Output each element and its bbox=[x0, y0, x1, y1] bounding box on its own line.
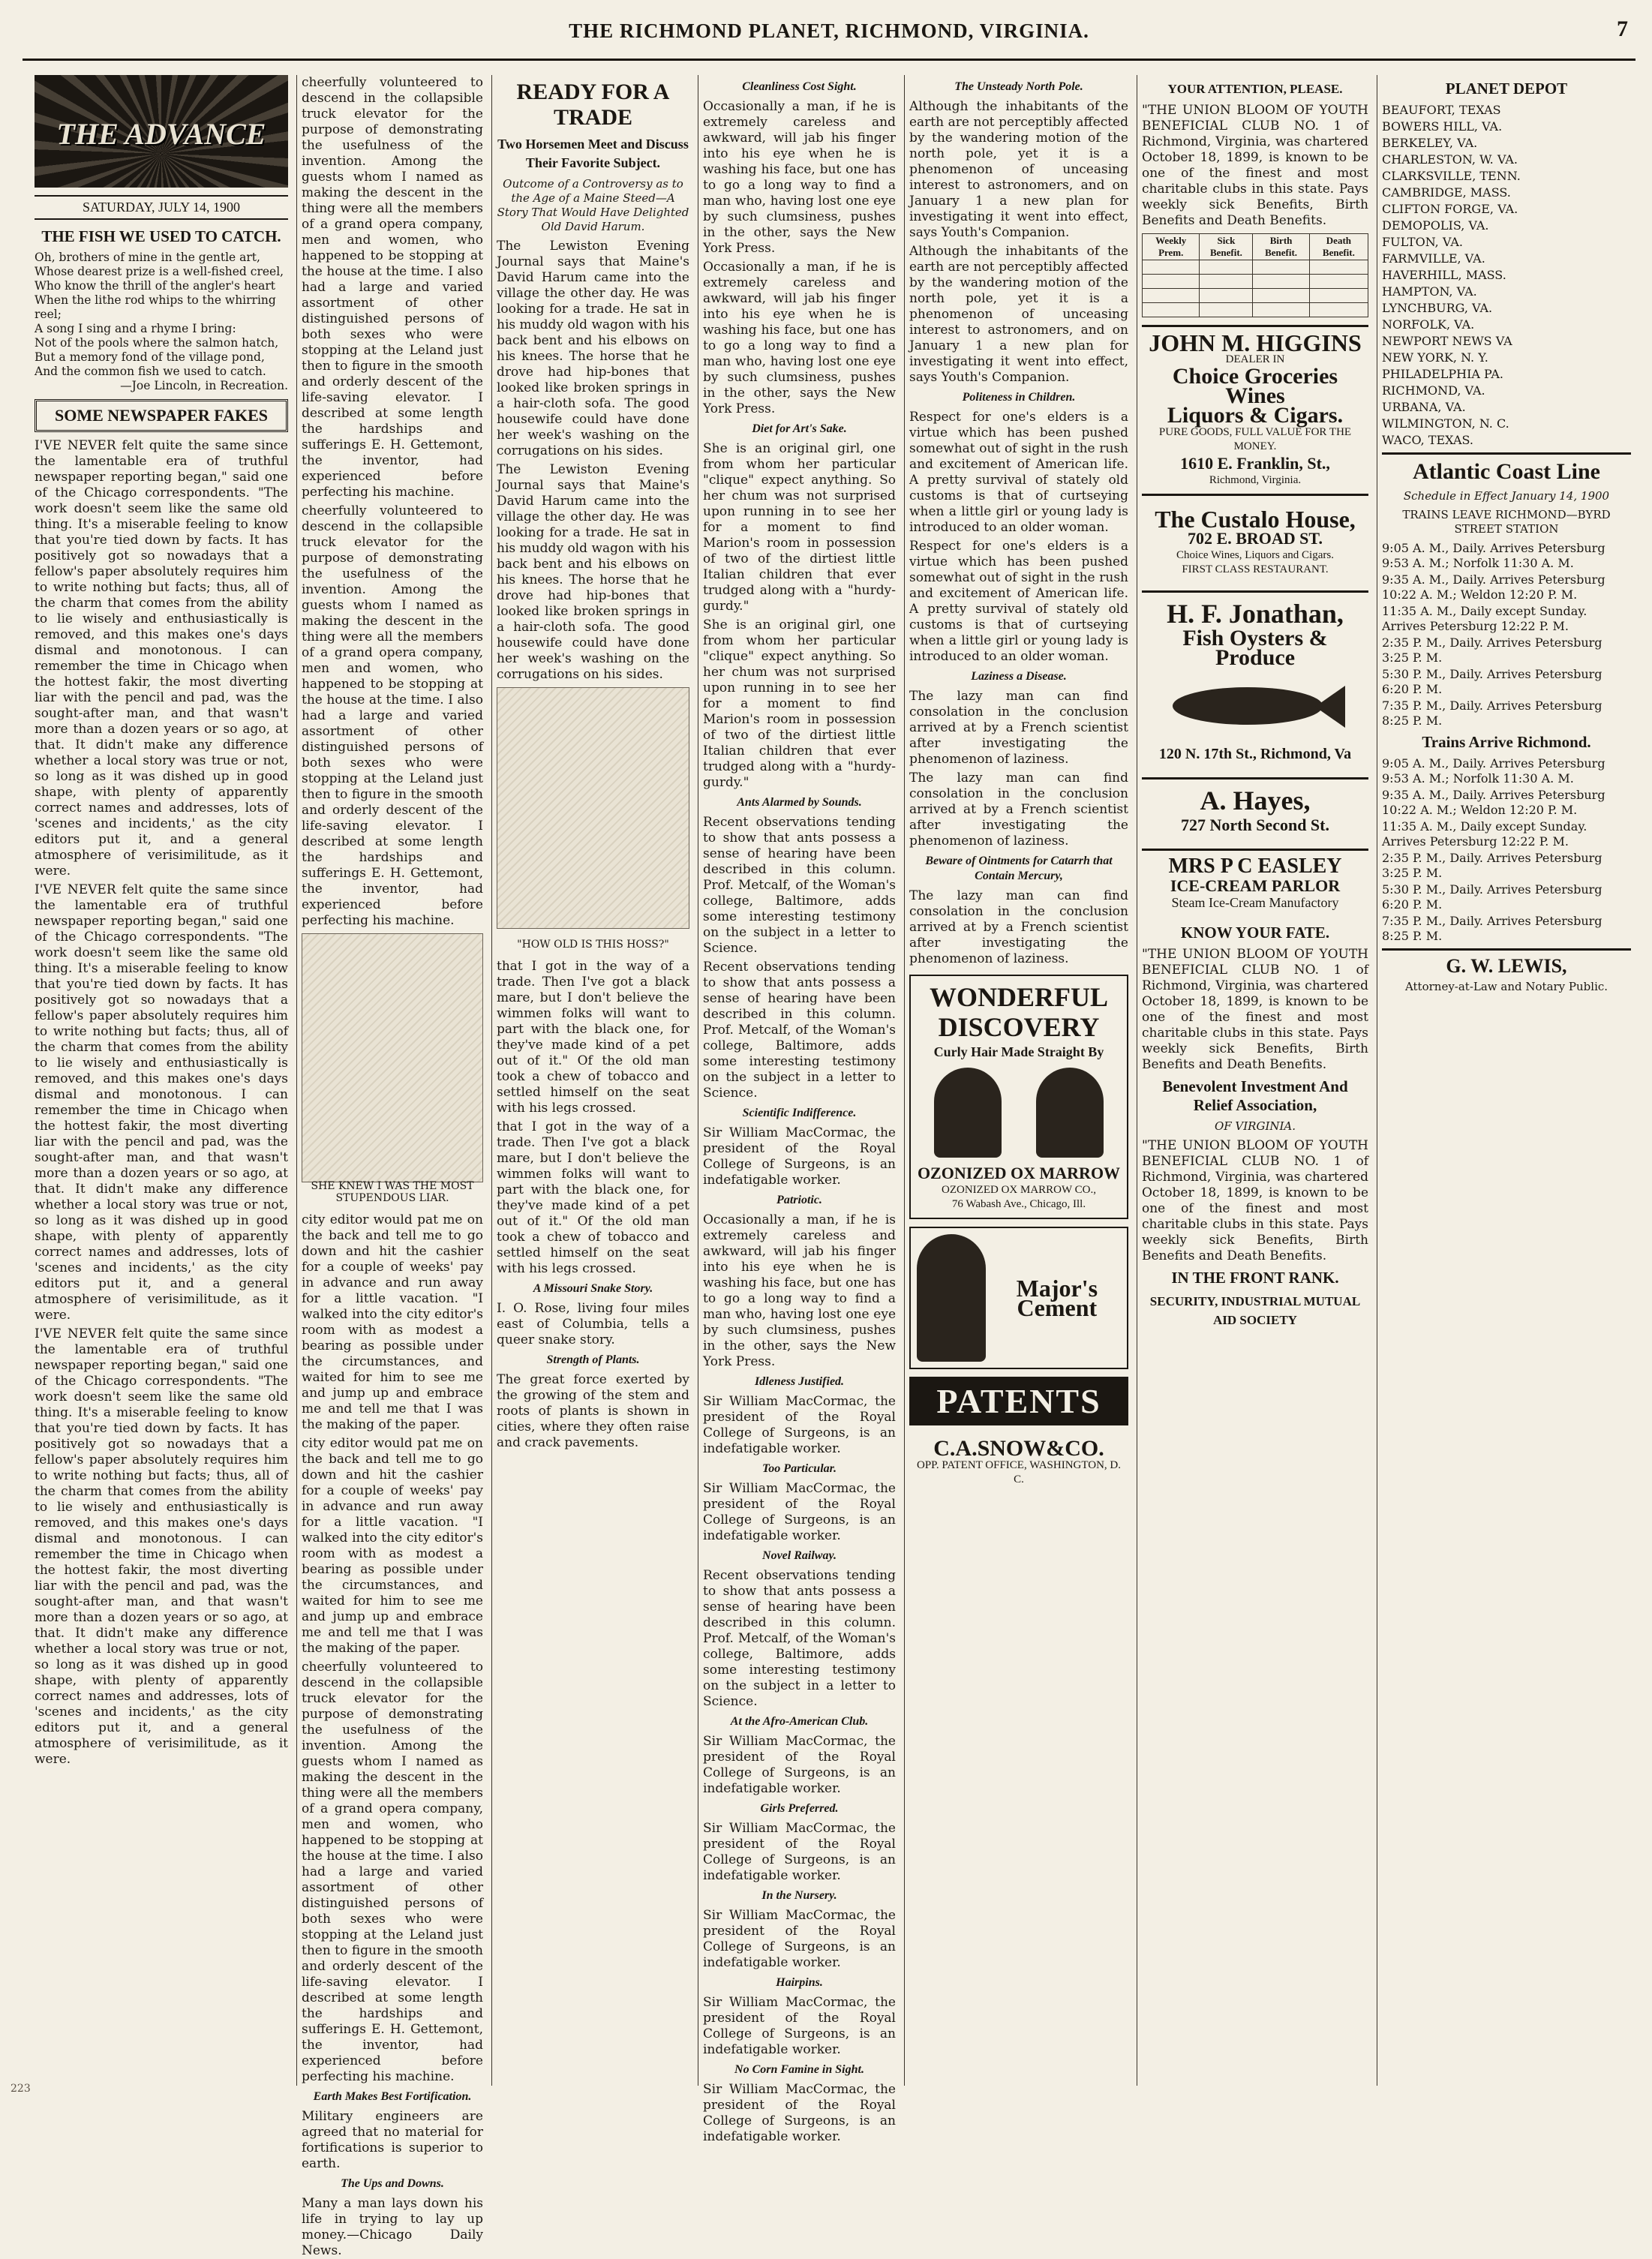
ox-marrow-product: OZONIZED OX MARROW bbox=[917, 1164, 1121, 1182]
margin-note: 223 bbox=[11, 2083, 31, 2095]
politeness-title: Politeness in Children. bbox=[962, 391, 1076, 404]
depot-item: PHILADELPHIA PA. bbox=[1382, 367, 1503, 381]
higgins-city: Richmond, Virginia. bbox=[1209, 474, 1302, 486]
custalo-address: 702 E. BROAD ST. bbox=[1188, 529, 1323, 548]
man-portrait-icon bbox=[917, 1234, 986, 1362]
depot-item: CHARLESTON, W. VA. bbox=[1382, 152, 1518, 167]
benevolent-text: "THE UNION BLOOM OF YOUTH BENEFICIAL CLUB NO. 1 of Richmond, Virginia, was chartered October 18, 1899, is known to be one of the finest and most charitable clubs in this state. Pays weekly sick Benefits, Birth Benefits and Death Benefits. bbox=[1142, 1138, 1368, 1263]
ox-marrow-company: OZONIZED OX MARROW CO., bbox=[942, 1184, 1096, 1196]
front-rank-title: IN THE FRONT RANK. bbox=[1171, 1269, 1339, 1287]
cleanliness-text-b: Occasionally a man, if he is extremely careless and awkward, will jab his finger into his eye when he is washing his face, but one has to go a long way to find a man who, having lost one eye by such clumsiness, pushes in the other, says the New York Press. bbox=[703, 260, 896, 416]
attention-text: "THE UNION BLOOM OF YOUTH BENEFICIAL CLUB NO. 1 of Richmond, Virginia, was chartered October 18, 1899, is known to be one of the finest and most charitable clubs in this state. Pays weekly sick Benefits, Birth Benefits and Death Benefits. bbox=[1142, 103, 1368, 228]
poem-line: When the lithe rod whips to the whirring reel; bbox=[35, 293, 276, 321]
column-3 bbox=[491, 75, 694, 2086]
front-rank-sub: SECURITY, INDUSTRIAL MUTUAL AID SOCIETY bbox=[1149, 1294, 1361, 1327]
fakes-headline: SOME NEWSPAPER FAKES bbox=[35, 399, 288, 432]
fakes-article-cont2: I'VE NEVER felt quite the same since the lamentable era of truthful newspaper reporting began," said one of the Chicago correspondents. "The work doesn't seem like the same old thing. It's a miserable feeling to know that you're tied down by facts. It has positively got so nowadays that a fellow's paper absolutely requires him to write nothing but facts; thus, all of the charm that comes from the ability to lie wisely and enthusiastically is removed, and this makes one's days dismal and monotonous. I can remember the time in Chicago when the hottest fakir, the most diverting liar with the pencil and pad, was the sought-after man, and that wasn't more than a dozen years or so ago, at that. It didn't make any difference whether a local story was true or not, so long as it was dished up in good shape, with plenty of apparently correct names and addresses, lots of 'scenes and incidents,' as the city editors put it, and a general atmosphere of verisimilitude, as it were. bbox=[35, 1326, 288, 1767]
poem-line: A song I sing and a rhyme I bring: bbox=[35, 322, 236, 335]
majors-cement-ad bbox=[909, 1227, 1128, 1369]
column-4 bbox=[698, 75, 900, 2144]
schedule-item: 7:35 P. M., Daily. Arrives Petersburg 8:25 P. M. bbox=[1382, 698, 1602, 728]
column-5 bbox=[904, 75, 1133, 2086]
patents-banner: PATENTS bbox=[909, 1377, 1128, 1425]
idleness-title: Idleness Justified. bbox=[754, 1375, 845, 1388]
depot-item: NORFOLK, VA. bbox=[1382, 317, 1475, 332]
schedule-item: 9:35 A. M., Daily. Arrives Petersburg 10:22 A. M.; Weldon 12:20 P. M. bbox=[1382, 788, 1605, 817]
laziness-text-b: The lazy man can find consolation in the conclusion arrived at by a French scientist after investigating the phenomenon of laziness. bbox=[909, 771, 1128, 849]
arrive-title: Trains Arrive Richmond. bbox=[1422, 733, 1591, 751]
railway-text: Recent observations tending to show that ants possess a sense of hearing have been described in this column. Prof. Metcalf, of the Woman's college, Baltimore, adds some interesting testimony on the subject in a letter to Science. bbox=[703, 1568, 896, 1709]
column-7 bbox=[1377, 75, 1635, 2086]
scientific-title: Scientific Indifference. bbox=[742, 1107, 857, 1119]
ants-title: Ants Alarmed by Sounds. bbox=[737, 796, 862, 809]
club-text: Sir William MacCormac, the president of the Royal College of Surgeons, is an indefatigable worker. bbox=[703, 1734, 896, 1796]
depot-item: CAMBRIDGE, MASS. bbox=[1382, 185, 1511, 200]
depot-item: HAVERHILL, MASS. bbox=[1382, 268, 1506, 282]
acl-schedule bbox=[1382, 541, 1631, 728]
higgins-slogan: PURE GOODS, FULL VALUE FOR THE MONEY. bbox=[1158, 426, 1352, 452]
ox-marrow-sub: Curly Hair Made Straight By bbox=[933, 1044, 1104, 1059]
schedule-item: 9:35 A. M., Daily. Arrives Petersburg 10:22 A. M.; Weldon 12:20 P. M. bbox=[1382, 572, 1605, 602]
fate-title: KNOW YOUR FATE. bbox=[1180, 924, 1330, 942]
cleanliness-title: Cleanliness Cost Sight. bbox=[742, 80, 857, 93]
poem-line: But a memory fond of the village pond, bbox=[35, 350, 265, 364]
fakes-continued: cheerfully volunteered to descend in the collapsible truck elevator for the purpose of demonstrating the usefulness of the invention. Among the guests whom I named as making the descent in the thing were all the members of a grand opera company, men and women, who happened to be stopping at the house at the time. I also had a large and varied assortment of other distinguished persons of both sexes who were stopping at the Leland just then to figure in the smooth and orderly descent of the life-saving elevator. I described at some length the hardships and sufferings E. H. Gettemont, the inventor, had experienced before perfecting his machine. bbox=[302, 75, 483, 500]
schedule-item: 11:35 A. M., Daily except Sunday. Arrives Petersburg 12:22 P. M. bbox=[1382, 604, 1587, 633]
ox-marrow-ad bbox=[909, 975, 1128, 1219]
benevolent-title: Benevolent Investment And Relief Association, bbox=[1162, 1077, 1348, 1114]
scientific-text: Sir William MacCormac, the president of the Royal College of Surgeons, is an indefatigable worker. bbox=[703, 1125, 896, 1188]
poem-line: Who know the thrill of the angler's heart bbox=[35, 279, 275, 293]
girls-text: Sir William MacCormac, the president of the Royal College of Surgeons, is an indefatigable worker. bbox=[703, 1821, 896, 1883]
snake-story-text: I. O. Rose, living four miles east of Columbia, tells a queer snake story. bbox=[497, 1301, 689, 1347]
snake-story-title: A Missouri Snake Story. bbox=[533, 1282, 653, 1295]
custalo-ad bbox=[1142, 503, 1368, 583]
nursery-text: Sir William MacCormac, the president of the Royal College of Surgeons, is an indefatigable worker. bbox=[703, 1908, 896, 1970]
fish-icon bbox=[1158, 672, 1353, 740]
depot-item: BOWERS HILL, VA. bbox=[1382, 119, 1503, 134]
easley-ad bbox=[1142, 849, 1368, 916]
cleanliness-text: Occasionally a man, if he is extremely careless and awkward, will jab his finger into his eye when he is washing his face, but one has to go a long way to find a man who, having lost one eye by such clumsiness, pushes in the other, says the New York Press. bbox=[703, 99, 896, 256]
hayes-name: A. Hayes, bbox=[1200, 786, 1311, 816]
patriotic-title: Patriotic. bbox=[776, 1194, 822, 1206]
trade-article-b: The Lewiston Evening Journal says that Maine's David Harum came into the village the other day. He was looking for a trade. He sat in his muddy old wagon with his back bent and his elbows on his knees. The horse that he drove had hip-bones that looked like broken springs in a hair-cloth sofa. The good housewife could have done her week's washing on the corrugations on his sides. bbox=[497, 462, 689, 682]
depot-item: HAMPTON, VA. bbox=[1382, 284, 1477, 299]
logo-text: THE ADVANCE bbox=[56, 117, 266, 151]
railway-title: Novel Railway. bbox=[762, 1549, 837, 1562]
depot-item: FULTON, VA. bbox=[1382, 235, 1463, 249]
earth-fortification-title: Earth Makes Best Fortification. bbox=[313, 2090, 472, 2103]
politeness-text-b: Respect for one's elders is a virtue which has been pushed somewhat out of sight in the rush and excitement of American life. A pretty survival of stately old customs is that of curtseying when a little girl or young lady is introduced to an older woman. bbox=[909, 539, 1128, 664]
depot-item: WILMINGTON, N. C. bbox=[1382, 416, 1509, 431]
benevolent-sub: OF VIRGINIA. bbox=[1214, 1119, 1296, 1133]
fakes-continued-b: cheerfully volunteered to descend in the collapsible truck elevator for the purpose of demonstrating the usefulness of the invention. Among the guests whom I named as making the descent in the thing were all the members of a grand opera company, men and women, who happened to be stopping at the house at the time. I also had a large and varied assortment of other distinguished persons of both sexes who were stopping at the Leland just then to figure in the smooth and orderly descent of the life-saving elevator. I described at some length the hardships and sufferings E. H. Gettemont, the inventor, had experienced before perfecting his machine. bbox=[302, 503, 483, 928]
snow-co-ad bbox=[909, 1433, 1128, 1493]
table-header: Birth Benefit. bbox=[1253, 234, 1309, 260]
custalo-restaurant: FIRST CLASS RESTAURANT. bbox=[1182, 563, 1329, 575]
custalo-name: The Custalo House, bbox=[1155, 506, 1356, 533]
poem-credit: —Joe Lincoln, in Recreation. bbox=[120, 379, 288, 392]
masthead-rule bbox=[23, 59, 1635, 61]
corn-title: No Corn Famine in Sight. bbox=[734, 2063, 864, 2076]
schedule-item: 5:30 P. M., Daily. Arrives Petersburg 6:20 P. M. bbox=[1382, 882, 1602, 912]
depot-item: FARMVILLE, VA. bbox=[1382, 251, 1485, 266]
snow-co-address: OPP. PATENT OFFICE, WASHINGTON, D. C. bbox=[917, 1459, 1121, 1485]
depot-item: RICHMOND, VA. bbox=[1382, 383, 1485, 398]
fakes-article-cont: I'VE NEVER felt quite the same since the lamentable era of truthful newspaper reporting began," said one of the Chicago correspondents. "The work doesn't seem like the same old thing. It's a miserable feeling to know that you're tied down by facts. It has positively got so nowadays that a fellow's paper absolutely requires him to write nothing but facts; thus, all of the charm that comes from the ability to lie wisely and enthusiastically is removed, and this makes one's days dismal and monotonous. I can remember the time in Chicago when the hottest fakir, the most diverting liar with the pencil and pad, was the sought-after man, and that wasn't more than a dozen years or so ago, at that. It didn't make any difference whether a local story was true or not, so long as it was dished up in good shape, with plenty of apparently correct names and addresses, lots of 'scenes and incidents,' as the city editors put it, and a general atmosphere of verisimilitude, as it were. bbox=[35, 882, 288, 1323]
table-header: Weekly Prem. bbox=[1143, 234, 1200, 260]
depot-item: CLIFTON FORGE, VA. bbox=[1382, 202, 1518, 216]
north-pole-text-b: Although the inhabitants of the earth are not perceptibly affected by the wandering motion of the north pole, yet it is a phenomenon of unceasing interest to astronomers, and on January 1 a new plan for investigating it went into effect, says Youth's Companion. bbox=[909, 244, 1128, 385]
girls-title: Girls Preferred. bbox=[760, 1802, 839, 1815]
poem-title: THE FISH WE USED TO CATCH. bbox=[41, 227, 281, 245]
fakes-continued-c: city editor would pat me on the back and tell me to go down and hit the cashier for a couple of weeks' pay in advance and run away for a little vacation. "I walked into the city editor's room with as modest a bearing as possible under the circumstances, and waited for him to see me and jump up and embrace me and tell me that I was the making of the paper. bbox=[302, 1212, 483, 1432]
depot-item: BERKELEY, VA. bbox=[1382, 136, 1478, 150]
acl-arrivals bbox=[1382, 756, 1631, 944]
fate-text: "THE UNION BLOOM OF YOUTH BENEFICIAL CLUB NO. 1 of Richmond, Virginia, was chartered October 18, 1899, is known to be one of the finest and most charitable clubs in this state. Pays weekly sick Benefits, Birth Benefits and Death Benefits. bbox=[1142, 947, 1368, 1072]
trade-article-c: that I got in the way of a trade. Then I've got a black mare, but I don't believe the wimmen folks will want to part with the black one, for they've made kind of a pet out of it." Of the old man took a chew of tobacco and settled himself on the seat with his legs crossed. bbox=[497, 959, 689, 1116]
diet-text: She is an original girl, one from whom her particular "clique" expect anything. So her chum was not surprised upon running in to see her for a moment to find Marion's room in possession of two of the dirtiest little Italian children that ever trudged along with a "hurdy-gurdy." bbox=[703, 441, 896, 614]
particular-title: Too Particular. bbox=[762, 1462, 837, 1475]
earth-fortification-text: Military engineers are agreed that no material for fortifications is superior to earth. bbox=[302, 2109, 483, 2171]
fakes-article: I'VE NEVER felt quite the same since the lamentable era of truthful newspaper reporting began," said one of the Chicago correspondents. "The work doesn't seem like the same old thing. It's a miserable feeling to know that you're tied down by facts. It has positively got so nowadays that a fellow's paper absolutely requires him to write nothing but facts; thus, all of the charm that comes from the ability to lie wisely and enthusiastically is removed, and this makes one's days dismal and monotonous. I can remember the time in Chicago when the hottest fakir, the most diverting liar with the pencil and pad, was the sought-after man, and that wasn't more than a dozen years or so ago, at that. It didn't make any difference whether a local story was true or not, so long as it was dished up in good shape, with plenty of apparently correct names and addresses, lots of 'scenes and incidents,' as the city editors put it, and a general atmosphere of verisimilitude, as it were. bbox=[35, 438, 288, 879]
illustration-horse bbox=[497, 687, 689, 951]
jonathan-address: 120 N. 17th St., Richmond, Va bbox=[1158, 746, 1352, 762]
ants-text: Recent observations tending to show that ants possess a sense of hearing have been described in this column. Prof. Metcalf, of the Woman's college, Baltimore, adds some interesting testimony on the subject in a letter to Science. bbox=[703, 815, 896, 956]
schedule-item: 7:35 P. M., Daily. Arrives Petersburg 8:25 P. M. bbox=[1382, 914, 1602, 943]
trade-deck: Outcome of a Controversy as to the Age of a Maine Steed—A Story That Would Have Delighted Old David Harum. bbox=[497, 177, 689, 233]
jonathan-sub: Fish Oysters & Produce bbox=[1182, 626, 1328, 670]
illustration-man-in-chair bbox=[302, 933, 483, 1204]
fakes-continued-d: city editor would pat me on the back and tell me to go down and hit the cashier for a couple of weeks' pay in advance and run away for a little vacation. "I walked into the city editor's room with as modest a bearing as possible under the circumstances, and waited for him to see me and jump up and embrace me and tell me that I was the making of the paper. bbox=[302, 1436, 483, 1656]
higgins-dealer: DEALER IN bbox=[1225, 353, 1285, 365]
hayes-address: 727 North Second St. bbox=[1180, 816, 1329, 834]
table-header: Sick Benefit. bbox=[1200, 234, 1253, 260]
schedule-item: 5:30 P. M., Daily. Arrives Petersburg 6:20 P. M. bbox=[1382, 667, 1602, 696]
column-1 bbox=[30, 75, 293, 2086]
depot-item: NEW YORK, N. Y. bbox=[1382, 350, 1488, 365]
illustration-caption: SHE KNEW I WAS THE MOST STUPENDOUS LIAR. bbox=[311, 1180, 474, 1204]
north-pole-title: The Unsteady North Pole. bbox=[954, 80, 1083, 93]
north-pole-text: Although the inhabitants of the earth are not perceptibly affected by the wandering motion of the north pole, yet it is a phenomenon of unceasing interest to astronomers, and on January 1 a new plan for investigating it went into effect, says Youth's Companion. bbox=[909, 99, 1128, 240]
acl-sub: Schedule in Effect January 14, 1900 bbox=[1403, 489, 1610, 503]
higgins-goods-2: Liquors & Cigars. bbox=[1167, 403, 1344, 428]
issue-date: SATURDAY, JULY 14, 1900 bbox=[35, 195, 288, 220]
depot-item: WACO, TEXAS. bbox=[1382, 433, 1473, 447]
ox-marrow-address: 76 Wabash Ave., Chicago, Ill. bbox=[951, 1198, 1086, 1210]
depot-item: CLARKSVILLE, TENN. bbox=[1382, 169, 1521, 183]
poem-line: And the common fish we used to catch. bbox=[35, 365, 266, 378]
poem-line: Not of the pools where the salmon hatch, bbox=[35, 336, 279, 350]
higgins-address: 1610 E. Franklin, St., bbox=[1180, 454, 1330, 473]
majors-cement-title: Major's Cement bbox=[1016, 1275, 1098, 1321]
plants-title: Strength of Plants. bbox=[546, 1353, 640, 1366]
depot-title: PLANET DEPOT bbox=[1445, 80, 1568, 98]
catarrh-text: The lazy man can find consolation in the conclusion arrived at by a French scientist after investigating the phenomenon of laziness. bbox=[909, 888, 1128, 966]
schedule-item: 2:35 P. M., Daily. Arrives Petersburg 3:25 P. M. bbox=[1382, 635, 1602, 665]
ox-marrow-headline-2: DISCOVERY bbox=[938, 1012, 1100, 1042]
nursery-title: In the Nursery. bbox=[761, 1889, 837, 1902]
club-title: At the Afro-American Club. bbox=[730, 1715, 869, 1728]
column-2 bbox=[296, 75, 488, 2258]
easley-name: MRS P C EASLEY bbox=[1168, 855, 1342, 878]
schedule-item: 2:35 P. M., Daily. Arrives Petersburg 3:25 P. M. bbox=[1382, 851, 1602, 880]
laziness-text: The lazy man can find consolation in the conclusion arrived at by a French scientist after investigating the phenomenon of laziness. bbox=[909, 689, 1128, 767]
portrait-before-icon bbox=[934, 1068, 1002, 1158]
column-6 bbox=[1137, 75, 1373, 2086]
hayes-ad bbox=[1142, 777, 1368, 841]
higgins-name: JOHN M. HIGGINS bbox=[1149, 329, 1362, 356]
corn-text: Sir William MacCormac, the president of the Royal College of Surgeons, is an indefatigable worker. bbox=[703, 2082, 896, 2144]
trade-article: The Lewiston Evening Journal says that Maine's David Harum came into the village the other day. He was looking for a trade. He sat in his muddy old wagon with his back bent and his elbows on his knees. The horse that he drove had hip-bones that looked like broken springs in a hair-cloth sofa. The good housewife could have done her week's washing on the corrugations on his sides. bbox=[497, 239, 689, 458]
poem-body bbox=[35, 251, 288, 379]
easley-sub: ICE-CREAM PARLOR bbox=[1170, 876, 1341, 895]
schedule-item: 9:05 A. M., Daily. Arrives Petersburg 9:53 A. M.; Norfolk 11:30 A. M. bbox=[1382, 541, 1605, 570]
attention-title: YOUR ATTENTION, PLEASE. bbox=[1167, 82, 1343, 96]
depot-item: DEMOPOLIS, VA. bbox=[1382, 218, 1489, 233]
horse-caption: "HOW OLD IS THIS HOSS?" bbox=[517, 939, 669, 951]
trade-headline: READY FOR A TRADE bbox=[516, 80, 670, 130]
hairpins-title: Hairpins. bbox=[776, 1976, 823, 1989]
diet-text-b: She is an original girl, one from whom her particular "clique" expect anything. So her chum was not surprised upon running in to see her for a moment to find Marion's room in possession of two of the dirtiest little Italian children that ever trudged along with a "hurdy-gurdy." bbox=[703, 617, 896, 790]
lewis-line: Attorney-at-Law and Notary Public. bbox=[1404, 980, 1608, 993]
depot-item: LYNCHBURG, VA. bbox=[1382, 301, 1493, 315]
advance-logo bbox=[35, 75, 288, 188]
snow-co-name: C.A.SNOW&CO. bbox=[933, 1436, 1104, 1461]
higgins-ad bbox=[1142, 325, 1368, 496]
schedule-item: 11:35 A. M., Daily except Sunday. Arrives Petersburg 12:22 P. M. bbox=[1382, 819, 1587, 849]
plants-text: The great force exerted by the growing of the stem and roots of plants is shown in cities, where they often raise and crack pavements. bbox=[497, 1372, 689, 1450]
hairpins-text: Sir William MacCormac, the president of the Royal College of Surgeons, is an indefatigable worker. bbox=[703, 1995, 896, 2057]
catarrh-title: Beware of Ointments for Catarrh that Contain Mercury, bbox=[925, 855, 1113, 882]
laziness-title: Laziness a Disease. bbox=[971, 670, 1067, 683]
ups-downs-text: Many a man lays down his life in trying to lay up money.—Chicago Daily News. bbox=[302, 2196, 483, 2258]
lewis-name: G. W. LEWIS, bbox=[1382, 948, 1631, 975]
easley-line: Steam Ice-Cream Manufactory bbox=[1171, 895, 1339, 910]
trade-article-d: that I got in the way of a trade. Then I've got a black mare, but I don't believe the wimmen folks will want to part with the black one, for they've made kind of a pet out of it." Of the old man took a chew of tobacco and settled himself on the seat with his legs crossed. bbox=[497, 1119, 689, 1276]
depot-list bbox=[1382, 103, 1631, 448]
newspaper-title: THE RICHMOND PLANET, RICHMOND, VIRGINIA. bbox=[569, 20, 1089, 42]
politeness-text: Respect for one's elders is a virtue which has been pushed somewhat out of sight in the rush and excitement of American life. A pretty survival of stately old customs is that of curtseying when a little girl or young lady is introduced to an older woman. bbox=[909, 410, 1128, 535]
idleness-text: Sir William MacCormac, the president of the Royal College of Surgeons, is an indefatigable worker. bbox=[703, 1394, 896, 1456]
schedule-item: 9:05 A. M., Daily. Arrives Petersburg 9:53 A. M.; Norfolk 11:30 A. M. bbox=[1382, 756, 1605, 786]
poem-line: Whose dearest prize is a well-fished creel, bbox=[35, 265, 284, 278]
table-header: Death Benefit. bbox=[1309, 234, 1368, 260]
ups-downs-title: The Ups and Downs. bbox=[341, 2177, 444, 2190]
patriotic-text: Occasionally a man, if he is extremely careless and awkward, will jab his finger into his eye when he is washing his face, but one has to go a long way to find a man who, having lost one eye by such clumsiness, pushes in the other, says the New York Press. bbox=[703, 1212, 896, 1369]
masthead bbox=[23, 14, 1635, 50]
higgins-goods: Choice Groceries Wines bbox=[1172, 364, 1338, 408]
ox-marrow-headline: WONDERFUL bbox=[929, 982, 1108, 1012]
portrait-after-icon bbox=[1036, 1068, 1104, 1158]
fakes-continued-e: cheerfully volunteered to descend in the collapsible truck elevator for the purpose of demonstrating the usefulness of the invention. Among the guests whom I named as making the descent in the thing were all the members of a grand opera company, men and women, who happened to be stopping at the house at the time. I also had a large and varied assortment of other distinguished persons of both sexes who were stopping at the Leland just then to figure in the smooth and orderly descent of the life-saving elevator. I described at some length the hardships and sufferings E. H. Gettemont, the inventor, had experienced before perfecting his machine. bbox=[302, 1660, 483, 2084]
acl-title: Atlantic Coast Line bbox=[1382, 452, 1631, 485]
page-number: 7 bbox=[1617, 17, 1628, 41]
custalo-line: Choice Wines, Liquors and Cigars. bbox=[1176, 549, 1334, 561]
particular-text: Sir William MacCormac, the president of the Royal College of Surgeons, is an indefatigable worker. bbox=[703, 1481, 896, 1543]
depot-item: NEWPORT NEWS VA bbox=[1382, 334, 1512, 348]
trade-subhead: Two Horsemen Meet and Discuss Their Favorite Subject. bbox=[497, 137, 689, 170]
depot-item: BEAUFORT, TEXAS bbox=[1382, 103, 1501, 117]
acl-station: TRAINS LEAVE RICHMOND—BYRD STREET STATION bbox=[1402, 508, 1611, 536]
poem-line: Oh, brothers of mine in the gentle art, bbox=[35, 251, 260, 264]
jonathan-name: H. F. Jonathan, bbox=[1167, 599, 1344, 629]
ants-text-b: Recent observations tending to show that ants possess a sense of hearing have been described in this column. Prof. Metcalf, of the Woman's college, Baltimore, adds some interesting testimony on the subject in a letter to Science. bbox=[703, 960, 896, 1101]
jonathan-ad bbox=[1142, 590, 1368, 770]
diet-title: Diet for Art's Sake. bbox=[752, 422, 847, 435]
depot-item: URBANA, VA. bbox=[1382, 400, 1466, 414]
benefits-table bbox=[1142, 233, 1368, 317]
